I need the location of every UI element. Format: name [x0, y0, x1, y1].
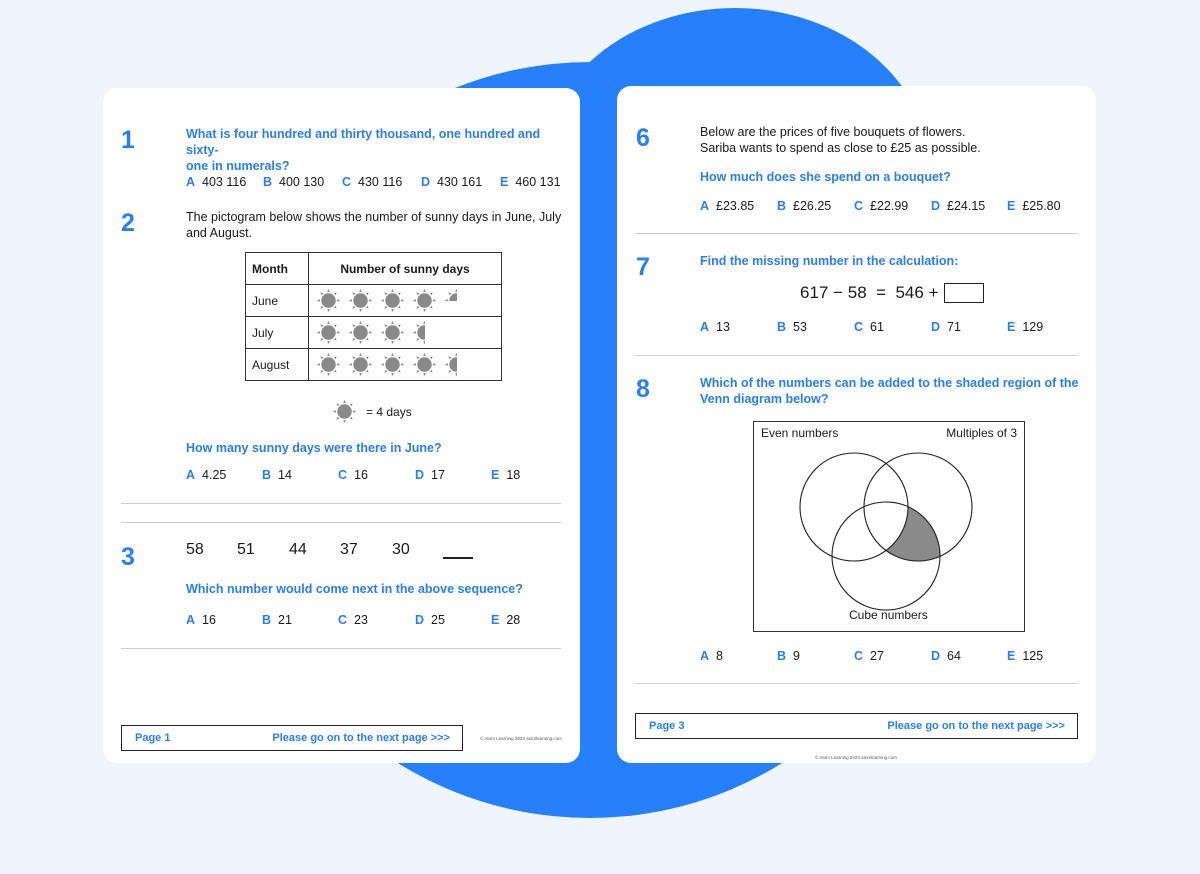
- answer-letter: B: [262, 613, 272, 627]
- question-prompt: Find the missing number in the calculation:: [700, 254, 959, 268]
- question-prompt: [700, 375, 1080, 407]
- answer-option-e[interactable]: [491, 468, 520, 482]
- copyright-text: © Atom Learning 2023 atomlearning.com: [480, 736, 562, 741]
- answer-letter: B: [262, 468, 272, 482]
- answer-option-b[interactable]: [777, 199, 831, 213]
- month-cell: August: [246, 349, 309, 381]
- answer-letter: D: [931, 320, 941, 334]
- answer-letter: C: [854, 649, 864, 663]
- sequence-term: 51: [237, 541, 255, 558]
- answer-value: 21: [278, 613, 292, 627]
- sun-symbols: [315, 351, 495, 378]
- answer-option-e[interactable]: [491, 613, 520, 627]
- question-number: 3: [121, 543, 135, 571]
- answer-option-a[interactable]: [700, 199, 754, 213]
- answer-option-c[interactable]: [338, 468, 368, 482]
- answer-letter: E: [491, 468, 500, 482]
- prompt-line: Which of the numbers can be added to the shaded region of the: [700, 376, 1079, 390]
- answer-letter: D: [415, 613, 425, 627]
- answer-option-a[interactable]: [186, 175, 246, 189]
- pictogram-table: [245, 252, 502, 381]
- venn-label-cube: Cube numbers: [849, 608, 928, 622]
- answer-option-a[interactable]: [186, 468, 226, 482]
- sun-icon: [315, 319, 342, 346]
- answer-letter: A: [700, 649, 710, 663]
- worksheet-page-1: [103, 88, 580, 763]
- sun-icon: [347, 287, 374, 314]
- answer-value: 13: [716, 320, 730, 334]
- answer-option-d[interactable]: [415, 468, 445, 482]
- answer-option-d[interactable]: [931, 649, 961, 663]
- answer-value: 18: [506, 468, 521, 482]
- answer-value: 129: [1022, 320, 1044, 334]
- answer-option-a[interactable]: [186, 613, 216, 627]
- question-number: 7: [636, 253, 650, 281]
- answer-letter: C: [338, 468, 348, 482]
- answer-letter: A: [700, 199, 710, 213]
- missing-number-box: [944, 283, 984, 303]
- answer-letter: E: [500, 175, 509, 189]
- question-prompt: How much does she spend on a bouquet?: [700, 170, 951, 184]
- answer-options: [186, 468, 566, 484]
- equation-text: 617 − 58 = 546 +: [800, 283, 939, 302]
- answer-letter: C: [338, 613, 348, 627]
- answer-value: 53: [793, 320, 807, 334]
- answer-letter: B: [263, 175, 273, 189]
- answer-value: £23.85: [716, 199, 755, 213]
- table-row: [246, 349, 502, 381]
- sun-icon: [379, 319, 406, 346]
- answer-value: 25: [431, 613, 445, 627]
- answer-option-e[interactable]: [1007, 199, 1061, 213]
- column-header-sunny-days: Number of sunny days: [309, 253, 502, 285]
- answer-value: 4.25: [202, 468, 227, 482]
- page-number: Page 1: [135, 732, 171, 744]
- question-number: 2: [121, 209, 135, 237]
- question-intro: [700, 124, 1080, 156]
- answer-letter: E: [1007, 320, 1016, 334]
- copyright-text: © Atom Learning 2023 atomlearning.com: [815, 755, 897, 760]
- answer-letter: B: [777, 199, 787, 213]
- divider: [635, 683, 1078, 684]
- answer-letter: C: [854, 199, 864, 213]
- answer-value: 8: [716, 649, 723, 663]
- sequence-blank: [443, 557, 473, 559]
- divider: [635, 233, 1078, 234]
- answer-option-a[interactable]: [700, 649, 723, 663]
- answer-value: 71: [947, 320, 961, 334]
- pictogram-key: [331, 398, 412, 425]
- answer-value: £22.99: [870, 199, 909, 213]
- answer-value: 9: [793, 649, 800, 663]
- sun-symbols: [315, 287, 495, 314]
- question-number: 1: [121, 126, 135, 154]
- answer-option-e[interactable]: [1007, 320, 1043, 334]
- divider: [121, 648, 561, 649]
- page-footer: [121, 725, 463, 751]
- answer-option-e[interactable]: [500, 175, 561, 189]
- sun-icon: [411, 287, 438, 314]
- answer-value: 125: [1022, 649, 1044, 663]
- answer-value: 23: [354, 613, 368, 627]
- answer-option-d[interactable]: [931, 199, 985, 213]
- answer-value: 430 161: [437, 175, 483, 189]
- answer-options: [700, 199, 1080, 215]
- answer-option-d[interactable]: [415, 613, 445, 627]
- answer-value: 61: [870, 320, 884, 334]
- table-row: [246, 317, 502, 349]
- answer-options: [700, 320, 1080, 336]
- answer-letter: D: [421, 175, 431, 189]
- page-footer: [635, 713, 1078, 739]
- number-sequence: [186, 541, 486, 563]
- answer-option-d[interactable]: [931, 320, 961, 334]
- answer-letter: A: [186, 175, 196, 189]
- venn-circles: [754, 422, 1026, 633]
- sun-symbols: [315, 319, 495, 346]
- answer-option-c[interactable]: [342, 175, 402, 189]
- answer-option-b[interactable]: [263, 175, 324, 189]
- calculation: [800, 283, 984, 303]
- question-prompt: How many sunny days were there in June?: [186, 441, 442, 455]
- answer-option-b[interactable]: [777, 649, 800, 663]
- answer-option-a[interactable]: [700, 320, 730, 334]
- sun-icon: [347, 319, 374, 346]
- next-page-link[interactable]: Please go on to the next page >>>: [272, 732, 450, 744]
- question-prompt: Which number would come next in the above sequence?: [186, 582, 523, 596]
- answer-value: 16: [202, 613, 216, 627]
- answer-letter: A: [700, 320, 710, 334]
- divider: [121, 522, 561, 523]
- quarter-sun-icon: [443, 287, 470, 314]
- answer-letter: A: [186, 613, 196, 627]
- answer-option-d[interactable]: [421, 175, 482, 189]
- answer-option-b[interactable]: [262, 468, 292, 482]
- sun-icon: [347, 351, 374, 378]
- answer-value: 17: [431, 468, 445, 482]
- answer-letter: C: [342, 175, 352, 189]
- sequence-term: 58: [186, 541, 204, 558]
- answer-option-b[interactable]: [777, 320, 807, 334]
- answer-letter: B: [777, 320, 787, 334]
- half-sun-icon: [411, 319, 438, 346]
- prompt-line: What is four hundred and thirty thousand, one hundred and sixty-: [186, 127, 541, 157]
- answer-value: 460 131: [515, 175, 561, 189]
- next-page-link[interactable]: Please go on to the next page >>>: [887, 720, 1065, 732]
- page-number: Page 3: [649, 720, 685, 732]
- venn-diagram: [753, 421, 1025, 632]
- answer-value: £24.15: [947, 199, 986, 213]
- answer-option-c[interactable]: [338, 613, 368, 627]
- answer-options: [186, 613, 566, 629]
- answer-option-b[interactable]: [262, 613, 292, 627]
- month-cell: July: [246, 317, 309, 349]
- answer-value: 64: [947, 649, 961, 663]
- answer-letter: C: [854, 320, 864, 334]
- worksheet-page-3: [617, 86, 1096, 763]
- sun-icon: [315, 287, 342, 314]
- divider: [635, 355, 1078, 356]
- intro-line: Below are the prices of five bouquets of flowers.: [700, 125, 966, 139]
- answer-option-e[interactable]: [1007, 649, 1043, 663]
- answer-value: 14: [278, 468, 292, 482]
- sun-icon: [379, 287, 406, 314]
- question-prompt: [186, 126, 566, 174]
- question-intro: [186, 209, 566, 241]
- answer-letter: A: [186, 468, 196, 482]
- sun-icon: [331, 398, 358, 425]
- intro-line: and August.: [186, 226, 253, 240]
- venn-label-even: Even numbers: [761, 426, 839, 440]
- sun-icon: [411, 351, 438, 378]
- answer-letter: D: [415, 468, 425, 482]
- answer-options: [186, 175, 566, 191]
- answer-option-c[interactable]: [854, 649, 884, 663]
- venn-label-multiples-of-3: Multiples of 3: [946, 426, 1017, 440]
- answer-letter: B: [777, 649, 787, 663]
- key-label: = 4 days: [366, 404, 412, 419]
- sequence-term: 44: [289, 541, 307, 558]
- sun-icon: [379, 351, 406, 378]
- answer-value: £26.25: [793, 199, 832, 213]
- answer-value: 403 116: [202, 175, 247, 189]
- answer-value: 28: [506, 613, 521, 627]
- intro-line: Sariba wants to spend as close to £25 as possible.: [700, 141, 981, 155]
- answer-options: [700, 649, 1080, 665]
- sequence-term: 37: [340, 541, 358, 558]
- answer-value: 430 116: [358, 175, 403, 189]
- answer-letter: E: [1007, 199, 1016, 213]
- answer-value: 27: [870, 649, 884, 663]
- question-number: 6: [636, 124, 650, 152]
- table-row: [246, 285, 502, 317]
- prompt-line: Venn diagram below?: [700, 392, 829, 406]
- prompt-line: one in numerals?: [186, 159, 290, 173]
- question-number: 8: [636, 375, 650, 403]
- answer-value: 400 130: [279, 175, 325, 189]
- sun-icon: [315, 351, 342, 378]
- answer-option-c[interactable]: [854, 199, 908, 213]
- column-header-month: Month: [246, 253, 309, 285]
- intro-line: The pictogram below shows the number of sunny days in June, July: [186, 210, 562, 224]
- answer-option-c[interactable]: [854, 320, 884, 334]
- answer-letter: E: [491, 613, 500, 627]
- answer-letter: D: [931, 649, 941, 663]
- half-sun-icon: [443, 351, 470, 378]
- month-cell: June: [246, 285, 309, 317]
- answer-value: £25.80: [1022, 199, 1061, 213]
- answer-letter: D: [931, 199, 941, 213]
- answer-value: 16: [354, 468, 368, 482]
- sequence-term: 30: [392, 541, 410, 558]
- answer-letter: E: [1007, 649, 1016, 663]
- divider: [121, 503, 561, 504]
